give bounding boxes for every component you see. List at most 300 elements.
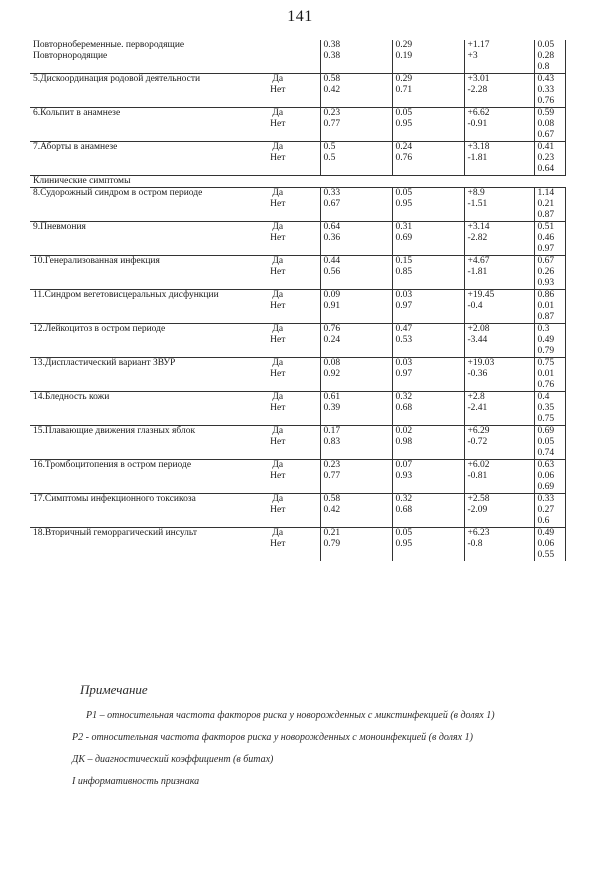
informativity-cell: 0.3 bbox=[534, 324, 565, 336]
informativity-cell: 0.67 bbox=[534, 130, 565, 142]
dk-cell: +3 bbox=[464, 51, 534, 62]
p1-cell: 0.21 bbox=[320, 528, 392, 540]
factor-name bbox=[30, 437, 236, 448]
note-p2: P2 - относительная частота факторов риска у новорожденных с моноинфекцией (в долях 1) bbox=[72, 732, 473, 743]
p2-cell: 0.05 bbox=[392, 188, 464, 200]
p1-cell: 0.77 bbox=[320, 119, 392, 130]
p1-cell bbox=[320, 346, 392, 358]
table-row bbox=[30, 40, 565, 51]
factor-name: 13.Диспластический вариант ЗВУР bbox=[30, 358, 236, 370]
dk-cell: +1.17 bbox=[464, 40, 534, 51]
answer-cell: Да bbox=[236, 324, 320, 336]
p2-cell: 0.93 bbox=[392, 471, 464, 482]
answer-cell bbox=[236, 482, 320, 494]
p2-cell bbox=[392, 414, 464, 426]
factor-name bbox=[30, 199, 236, 210]
p2-cell: 0.95 bbox=[392, 199, 464, 210]
dk-cell: +4.67 bbox=[464, 256, 534, 268]
p2-cell bbox=[392, 244, 464, 256]
informativity-cell: 0.08 bbox=[534, 119, 565, 130]
factor-name bbox=[30, 130, 236, 142]
informativity-cell: 0.51 bbox=[534, 222, 565, 234]
p1-cell: 0.23 bbox=[320, 108, 392, 120]
answer-cell bbox=[236, 62, 320, 74]
informativity-cell: 0.21 bbox=[534, 199, 565, 210]
dk-cell: -0.72 bbox=[464, 437, 534, 448]
table-row bbox=[30, 256, 565, 268]
dk-cell: -0.8 bbox=[464, 539, 534, 550]
p1-cell: 0.61 bbox=[320, 392, 392, 404]
informativity-cell: 0.23 bbox=[534, 153, 565, 164]
note-dk: ДК – диагностический коэффициент (в битах) bbox=[72, 754, 274, 765]
dk-cell bbox=[464, 482, 534, 494]
factor-name: 9.Пневмония bbox=[30, 222, 236, 234]
dk-cell: -2.28 bbox=[464, 85, 534, 96]
table-row bbox=[30, 85, 565, 96]
informativity-cell: 0.67 bbox=[534, 256, 565, 268]
table-clinical-groups bbox=[30, 188, 565, 562]
answer-cell bbox=[236, 516, 320, 528]
factor-name bbox=[30, 278, 236, 290]
factor-name bbox=[30, 448, 236, 460]
informativity-cell: 0.97 bbox=[534, 244, 565, 256]
answer-cell: Да bbox=[236, 528, 320, 540]
p2-cell: 0.29 bbox=[392, 74, 464, 86]
informativity-cell: 0.75 bbox=[534, 414, 565, 426]
p1-cell bbox=[320, 164, 392, 176]
p2-cell: 0.02 bbox=[392, 426, 464, 438]
factor-name bbox=[30, 301, 236, 312]
factor-name bbox=[30, 210, 236, 222]
dk-cell: +3.14 bbox=[464, 222, 534, 234]
answer-cell bbox=[236, 448, 320, 460]
factor-name: 8.Судорожный синдром в остром периоде bbox=[30, 188, 236, 200]
table-row bbox=[30, 494, 565, 506]
p2-cell bbox=[392, 210, 464, 222]
informativity-cell: 0.64 bbox=[534, 164, 565, 176]
table-row bbox=[30, 233, 565, 244]
informativity-cell: 0.6 bbox=[534, 516, 565, 528]
page-number: 141 bbox=[287, 8, 313, 25]
table-row bbox=[30, 380, 565, 392]
answer-cell bbox=[236, 312, 320, 324]
answer-cell bbox=[236, 96, 320, 108]
p1-cell: 0.56 bbox=[320, 267, 392, 278]
p2-cell: 0.97 bbox=[392, 369, 464, 380]
informativity-cell: 0.06 bbox=[534, 539, 565, 550]
p1-cell: 0.39 bbox=[320, 403, 392, 414]
p1-cell bbox=[320, 312, 392, 324]
p2-cell bbox=[392, 62, 464, 74]
answer-cell bbox=[236, 414, 320, 426]
table-row bbox=[30, 392, 565, 404]
answer-cell: Да bbox=[236, 188, 320, 200]
table-row bbox=[30, 142, 565, 154]
p2-cell bbox=[392, 164, 464, 176]
factor-name bbox=[30, 164, 236, 176]
informativity-cell: 0.01 bbox=[534, 369, 565, 380]
p2-cell: 0.53 bbox=[392, 335, 464, 346]
informativity-cell: 0.79 bbox=[534, 346, 565, 358]
p1-cell bbox=[320, 380, 392, 392]
factor-name bbox=[30, 505, 236, 516]
factor-name bbox=[30, 414, 236, 426]
table-row bbox=[30, 301, 565, 312]
p1-cell: 0.76 bbox=[320, 324, 392, 336]
informativity-cell: 0.69 bbox=[534, 482, 565, 494]
dk-cell bbox=[464, 62, 534, 74]
informativity-cell: 0.59 bbox=[534, 108, 565, 120]
factor-name: 18.Вторичный геморрагический инсульт bbox=[30, 528, 236, 540]
p2-cell: 0.29 bbox=[392, 40, 464, 51]
p1-cell: 0.64 bbox=[320, 222, 392, 234]
table-row bbox=[30, 188, 565, 200]
informativity-cell: 0.28 bbox=[534, 51, 565, 62]
factor-name bbox=[30, 85, 236, 96]
factor-name: Повторнородящие bbox=[33, 51, 108, 61]
table-row bbox=[30, 62, 565, 74]
dk-cell: -2.82 bbox=[464, 233, 534, 244]
p2-cell bbox=[392, 312, 464, 324]
answer-cell: Нет bbox=[270, 199, 286, 209]
dk-cell: +2.08 bbox=[464, 324, 534, 336]
factor-name bbox=[30, 471, 236, 482]
dk-cell: -2.09 bbox=[464, 505, 534, 516]
informativity-cell: 0.8 bbox=[534, 62, 565, 74]
p1-cell: 0.58 bbox=[320, 74, 392, 86]
p1-cell: 0.42 bbox=[320, 505, 392, 516]
table-row bbox=[30, 96, 565, 108]
p1-cell: 0.5 bbox=[320, 153, 392, 164]
table-row bbox=[30, 505, 565, 516]
informativity-cell: 0.27 bbox=[534, 505, 565, 516]
informativity-cell: 0.46 bbox=[534, 233, 565, 244]
p2-cell bbox=[392, 516, 464, 528]
answer-cell: Да bbox=[236, 358, 320, 370]
dk-cell bbox=[464, 550, 534, 561]
table-row bbox=[30, 74, 565, 86]
factor-name: 15.Плавающие движения глазных яблок bbox=[30, 426, 236, 438]
table-row bbox=[30, 346, 565, 358]
table-row bbox=[30, 199, 565, 210]
dk-cell bbox=[464, 380, 534, 392]
dk-cell: +6.02 bbox=[464, 460, 534, 472]
factor-name bbox=[30, 312, 236, 324]
p1-cell bbox=[320, 62, 392, 74]
factor-name: 11.Синдром вегетовисцеральных дисфункции bbox=[30, 290, 236, 302]
p1-cell bbox=[320, 244, 392, 256]
dk-cell: +19.45 bbox=[464, 290, 534, 302]
p1-cell bbox=[320, 414, 392, 426]
informativity-cell: 0.76 bbox=[534, 96, 565, 108]
notes-heading: Примечание bbox=[80, 682, 148, 697]
table-row bbox=[30, 153, 565, 164]
dk-cell: -1.81 bbox=[464, 267, 534, 278]
answer-cell: Нет bbox=[270, 153, 286, 163]
answer-cell: Нет bbox=[270, 437, 286, 447]
factor-name bbox=[30, 516, 236, 528]
p2-cell: 0.05 bbox=[392, 108, 464, 120]
p2-cell bbox=[392, 482, 464, 494]
table-row bbox=[30, 403, 565, 414]
answer-cell: Да bbox=[236, 222, 320, 234]
answer-cell bbox=[236, 346, 320, 358]
dk-cell: +3.18 bbox=[464, 142, 534, 154]
p2-cell: 0.68 bbox=[392, 505, 464, 516]
p2-cell bbox=[392, 346, 464, 358]
factor-name bbox=[30, 119, 236, 130]
p1-cell: 0.38 bbox=[320, 51, 392, 62]
table-row bbox=[30, 312, 565, 324]
table-row bbox=[30, 335, 565, 346]
dk-cell bbox=[464, 448, 534, 460]
answer-cell bbox=[236, 210, 320, 222]
answer-cell: Нет bbox=[270, 267, 286, 277]
answer-cell: Да bbox=[236, 108, 320, 120]
p2-cell: 0.97 bbox=[392, 301, 464, 312]
answer-cell: Нет bbox=[270, 233, 286, 243]
informativity-cell: 0.33 bbox=[534, 494, 565, 506]
factor-name: 6.Кольпит в анамнезе bbox=[30, 108, 236, 120]
risk-factors-table bbox=[30, 40, 566, 561]
p2-cell: 0.15 bbox=[392, 256, 464, 268]
factor-name bbox=[30, 244, 236, 256]
dk-cell: +8.9 bbox=[464, 188, 534, 200]
table-row bbox=[30, 278, 565, 290]
informativity-cell: 0.75 bbox=[534, 358, 565, 370]
notes-block bbox=[72, 682, 572, 798]
p1-cell: 0.79 bbox=[320, 539, 392, 550]
informativity-cell: 0.55 bbox=[534, 550, 565, 561]
p2-cell: 0.68 bbox=[392, 403, 464, 414]
dk-cell: -0.4 bbox=[464, 301, 534, 312]
p1-cell: 0.91 bbox=[320, 301, 392, 312]
p2-cell: 0.03 bbox=[392, 358, 464, 370]
table-section-header bbox=[30, 176, 565, 188]
table-row bbox=[30, 108, 565, 120]
table-row bbox=[30, 51, 565, 62]
p2-cell bbox=[392, 380, 464, 392]
table-row bbox=[30, 482, 565, 494]
factor-name bbox=[30, 369, 236, 380]
factor-name bbox=[30, 550, 236, 561]
factor-name bbox=[30, 482, 236, 494]
p2-cell: 0.98 bbox=[392, 437, 464, 448]
dk-cell bbox=[464, 244, 534, 256]
answer-cell: Нет bbox=[270, 119, 286, 129]
p2-cell: 0.71 bbox=[392, 85, 464, 96]
dk-cell bbox=[464, 414, 534, 426]
informativity-cell: 0.86 bbox=[534, 290, 565, 302]
p1-cell: 0.09 bbox=[320, 290, 392, 302]
informativity-cell: 0.49 bbox=[534, 528, 565, 540]
table-row bbox=[30, 528, 565, 540]
answer-cell: Да bbox=[236, 142, 320, 154]
p1-cell: 0.33 bbox=[320, 188, 392, 200]
factor-name: 17.Симптомы инфекционного токсикоза bbox=[30, 494, 236, 506]
p1-cell bbox=[320, 96, 392, 108]
dk-cell: -0.36 bbox=[464, 369, 534, 380]
table-row bbox=[30, 130, 565, 142]
p1-cell bbox=[320, 130, 392, 142]
dk-cell: -3.44 bbox=[464, 335, 534, 346]
p2-cell bbox=[392, 448, 464, 460]
answer-cell: Нет bbox=[270, 369, 286, 379]
p1-cell: 0.77 bbox=[320, 471, 392, 482]
p2-cell: 0.03 bbox=[392, 290, 464, 302]
p2-cell: 0.32 bbox=[392, 392, 464, 404]
p1-cell: 0.5 bbox=[320, 142, 392, 154]
factor-name bbox=[30, 403, 236, 414]
table-row bbox=[30, 516, 565, 528]
answer-cell bbox=[236, 40, 320, 51]
p1-cell: 0.23 bbox=[320, 460, 392, 472]
table-row bbox=[30, 460, 565, 472]
answer-cell bbox=[236, 380, 320, 392]
dk-cell: +6.23 bbox=[464, 528, 534, 540]
table-row bbox=[30, 437, 565, 448]
informativity-cell: 0.87 bbox=[534, 312, 565, 324]
dk-cell bbox=[464, 130, 534, 142]
table-row bbox=[30, 210, 565, 222]
p2-cell bbox=[392, 96, 464, 108]
p1-cell bbox=[320, 210, 392, 222]
factor-name: 12.Лейкоцитоз в остром периоде bbox=[30, 324, 236, 336]
p2-cell: 0.24 bbox=[392, 142, 464, 154]
factor-name bbox=[30, 335, 236, 346]
p2-cell: 0.69 bbox=[392, 233, 464, 244]
note-i: I информативность признака bbox=[72, 776, 200, 787]
answer-cell: Нет bbox=[270, 539, 286, 549]
informativity-cell: 1.14 bbox=[534, 188, 565, 200]
p2-cell bbox=[392, 550, 464, 561]
informativity-cell: 0.4 bbox=[534, 392, 565, 404]
note-p1: P1 – относительная частота факторов риска у новорожденных с микстинфекцией (в долях 1) bbox=[86, 710, 495, 721]
table-row bbox=[30, 369, 565, 380]
dk-cell bbox=[464, 96, 534, 108]
section-title: Клинические симптомы bbox=[30, 176, 565, 188]
p2-cell: 0.47 bbox=[392, 324, 464, 336]
p2-cell: 0.85 bbox=[392, 267, 464, 278]
dk-cell bbox=[464, 164, 534, 176]
table-row bbox=[30, 414, 565, 426]
informativity-cell: 0.26 bbox=[534, 267, 565, 278]
dk-cell bbox=[464, 516, 534, 528]
table-row bbox=[30, 244, 565, 256]
factor-name: 7.Аборты в анамнезе bbox=[30, 142, 236, 154]
answer-cell: Нет bbox=[270, 85, 286, 95]
informativity-cell: 0.74 bbox=[534, 448, 565, 460]
p1-cell: 0.17 bbox=[320, 426, 392, 438]
table-row bbox=[30, 471, 565, 482]
dk-cell bbox=[464, 312, 534, 324]
informativity-cell: 0.63 bbox=[534, 460, 565, 472]
p2-cell: 0.76 bbox=[392, 153, 464, 164]
dk-cell: -2.41 bbox=[464, 403, 534, 414]
informativity-cell: 0.01 bbox=[534, 301, 565, 312]
answer-cell bbox=[236, 244, 320, 256]
answer-cell: Да bbox=[236, 460, 320, 472]
answer-cell: Нет bbox=[270, 471, 286, 481]
dk-cell: +2.58 bbox=[464, 494, 534, 506]
informativity-cell: 0.05 bbox=[534, 40, 565, 51]
factor-name bbox=[30, 267, 236, 278]
p1-cell: 0.38 bbox=[320, 40, 392, 51]
informativity-cell: 0.05 bbox=[534, 437, 565, 448]
factor-name: 5.Дискоординация родовой деятельности bbox=[30, 74, 236, 86]
p2-cell: 0.32 bbox=[392, 494, 464, 506]
table-row bbox=[30, 358, 565, 370]
p2-cell: 0.19 bbox=[392, 51, 464, 62]
p2-cell: 0.07 bbox=[392, 460, 464, 472]
table-row bbox=[30, 550, 565, 561]
factor-name bbox=[30, 153, 236, 164]
p2-cell: 0.95 bbox=[392, 119, 464, 130]
dk-cell: -0.91 bbox=[464, 119, 534, 130]
p1-cell: 0.24 bbox=[320, 335, 392, 346]
answer-cell: Нет bbox=[270, 403, 286, 413]
factor-name: Повторнобеременные. первородящие bbox=[33, 40, 185, 50]
p1-cell: 0.92 bbox=[320, 369, 392, 380]
informativity-cell: 0.87 bbox=[534, 210, 565, 222]
p2-cell: 0.05 bbox=[392, 528, 464, 540]
table-row bbox=[30, 324, 565, 336]
answer-cell: Да bbox=[236, 494, 320, 506]
answer-cell: Да bbox=[236, 392, 320, 404]
answer-cell bbox=[236, 130, 320, 142]
dk-cell: -0.81 bbox=[464, 471, 534, 482]
p1-cell: 0.08 bbox=[320, 358, 392, 370]
informativity-cell: 0.69 bbox=[534, 426, 565, 438]
answer-cell: Нет bbox=[270, 301, 286, 311]
answer-cell: Да bbox=[236, 426, 320, 438]
p1-cell: 0.36 bbox=[320, 233, 392, 244]
answer-cell: Да bbox=[236, 256, 320, 268]
p1-cell: 0.83 bbox=[320, 437, 392, 448]
answer-cell: Нет bbox=[270, 505, 286, 515]
factor-name bbox=[30, 346, 236, 358]
table-row bbox=[30, 448, 565, 460]
informativity-cell: 0.06 bbox=[534, 471, 565, 482]
table-row bbox=[30, 119, 565, 130]
factor-name bbox=[30, 96, 236, 108]
factor-name bbox=[30, 539, 236, 550]
p1-cell bbox=[320, 448, 392, 460]
table-row bbox=[30, 164, 565, 176]
factor-name bbox=[30, 380, 236, 392]
p1-cell: 0.42 bbox=[320, 85, 392, 96]
dk-cell bbox=[464, 346, 534, 358]
table-row bbox=[30, 267, 565, 278]
dk-cell bbox=[464, 278, 534, 290]
informativity-cell: 0.41 bbox=[534, 142, 565, 154]
factor-name: 14.Бледность кожи bbox=[30, 392, 236, 404]
factor-name: 10.Генерализованная инфекция bbox=[30, 256, 236, 268]
table-top-rows bbox=[30, 40, 565, 74]
informativity-cell: 0.33 bbox=[534, 85, 565, 96]
answer-cell: Нет bbox=[270, 335, 286, 345]
p1-cell bbox=[320, 482, 392, 494]
p1-cell: 0.44 bbox=[320, 256, 392, 268]
p1-cell bbox=[320, 278, 392, 290]
p2-cell: 0.31 bbox=[392, 222, 464, 234]
p2-cell bbox=[392, 130, 464, 142]
dk-cell: +6.29 bbox=[464, 426, 534, 438]
p2-cell bbox=[392, 278, 464, 290]
answer-cell bbox=[236, 550, 320, 561]
answer-cell bbox=[236, 278, 320, 290]
dk-cell bbox=[464, 210, 534, 222]
